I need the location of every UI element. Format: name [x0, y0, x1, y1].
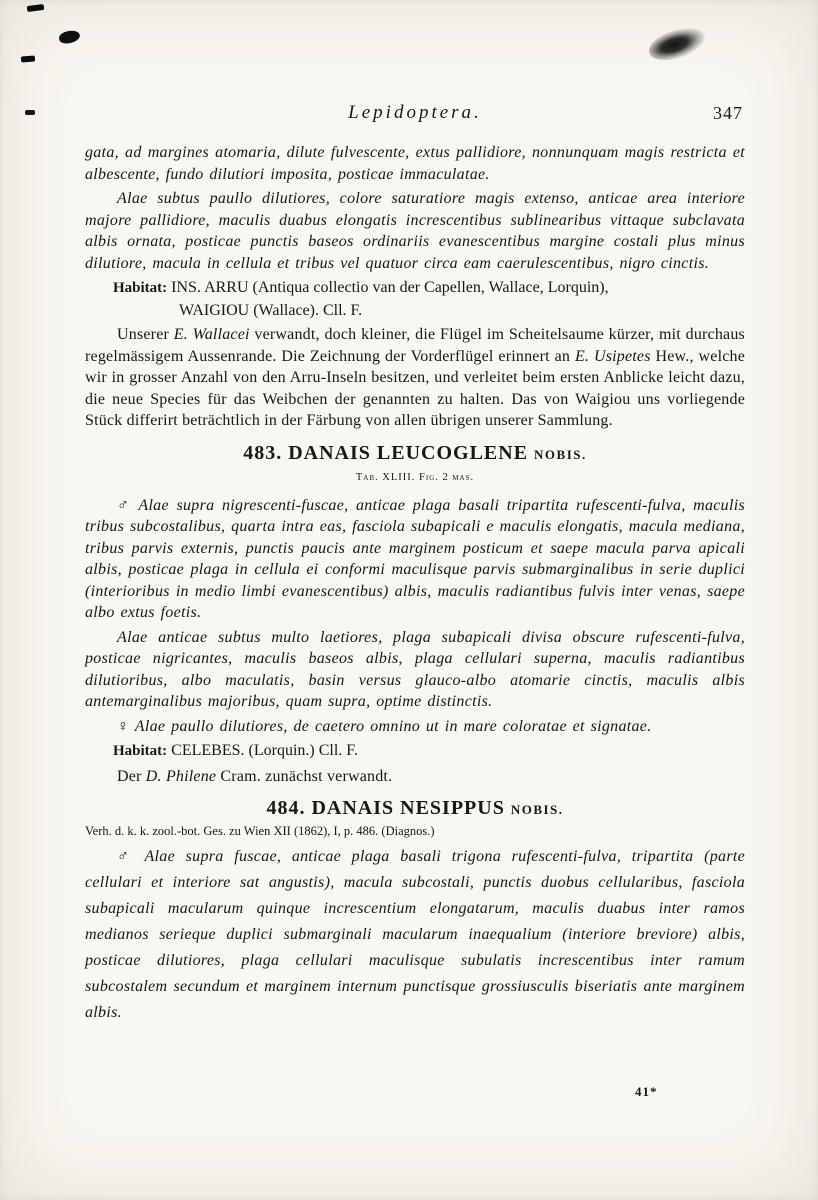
page-number: 347: [713, 103, 743, 123]
note-segment: Der: [117, 767, 146, 785]
discussion-segment: verwandt, doch kleiner, die Flügel im Scheitelsaume kürzer, mit durchaus regelmässigem Aussenrande. Die Zeichnung der Vorderflügel erinnert an: [85, 326, 745, 365]
species-number: 483.: [243, 441, 283, 464]
species-name: DANAIS LEUCOGLENE: [288, 441, 529, 464]
signature-mark: 41*: [635, 1084, 658, 1099]
species-author: NOBIS.: [510, 802, 564, 817]
habitat-label: Habitat:: [113, 280, 168, 296]
scan-artifact: [21, 56, 35, 63]
running-title: Lepidoptera.: [348, 102, 482, 123]
discussion-segment: Unserer: [117, 326, 174, 343]
habitat-entry: [113, 277, 745, 321]
paragraph-alae-subtus: Alae subtus paullo dilutiores, colore saturatiore magis extenso, anticae area interiore majore pallidiore, maculis duabus elongatis increscentibus sublinearibus vittaque subclavata albis ornata, posticae punctis baseos ordinariis evanescentibus margine costali plus minus dilutiore, macula in cellula et tribus vel quatuor circa eam caerulescentibus, nigro cinctis.: [85, 190, 745, 272]
literature-reference: Verh. d. k. k. zool.-bot. Ges. zu Wien XII (1862), I, p. 486. (Diagnos.): [85, 823, 435, 838]
note-segment: Cram. zunächst verwandt.: [216, 767, 393, 785]
habitat-label: Habitat:: [113, 743, 168, 759]
species-heading-483: [85, 443, 745, 466]
discussion-segment: Hew., welche wir in grosser Anzahl von den Arru-Inseln besitzen, und verleitet beim ersten Anblicke leicht dazu, die neue Species für das Weibchen der genannten zu halten. Das von Waigiou uns vorliegende Stück differirt beträchtlich in der Färbung von allen übrigen unserer Sammlung.: [85, 347, 746, 429]
habitat-line: [113, 740, 745, 763]
paragraph-note-483: [85, 766, 745, 788]
paragraph-discussion: [85, 324, 745, 432]
species-name-inline: E. Usipetes: [574, 347, 651, 365]
species-name-inline: E. Wallacei: [173, 326, 250, 343]
species-name-inline: D. Philene: [145, 767, 217, 785]
paragraph-female-483: ♀ Alae paullo dilutiores, de caetero omnino ut in mare coloratae et signatae.: [117, 717, 652, 735]
habitat-text: INS. ARRU (Antiqua collectio van der Capellen, Wallace, Lorquin),: [171, 279, 609, 296]
paragraph-male-484: ♂ Alae supra fuscae, anticae plaga basali trigona rufescenti-fulva, tripartita (parte cellulari et interiore sat angustis), macula subcostali, punctis duobus cellularibus, fasciola subapicali macularum quinque increscentium elongatarum, maculis duabus inter ramos medianos serieque duplici submarginali macularum inaequalium (interiore breviore) albis, posticae dilutiores, plaga cellulari maculisque subulatis increscentibus inter ramum subcostalem secundum et marginem internum punctisque grossiusculis biseriatis ante marginem albis.: [85, 847, 745, 1021]
paragraph-male-483: ♂ Alae supra nigrescenti-fuscae, anticae plaga basali tripartita rufescenti-fulva, maculis tribus subcostalibus, quarta intra eas, fasciola subapicali e maculis elongatis, macula mediana, tribus parvis externis, punctis paucis ante marginem posticum et saepe macula parva apicali albis, posticae plaga in cellula ei conformi maculisque parvis submarginalibus in serie duplici (interioribus in medio limbi evanescentibus) albis, maculis radiantibus fulvis inter venas, saepe albo extus foetis.: [85, 496, 745, 621]
species-author: NOBIS.: [534, 446, 587, 462]
paragraph-underside-483: Alae anticae subtus multo laetiores, plaga subapicali divisa obscure rufescenti-fulva, posticae nigricantes, maculis baseos albis, plaga cellulari superna, maculis radiantibus dilutioribus, albo maculatis, basin versus glauco-albo atomarie cinctis, maculis albis antemarginalibus majoribus, quam supra, optime distinctis.: [85, 628, 745, 710]
text-block: [85, 142, 745, 1026]
habitat-text: CELEBES. (Lorquin.) Cll. F.: [171, 742, 358, 759]
species-heading-484: [85, 798, 745, 821]
paragraph-continuation: gata, ad margines atomaria, dilute fulvescente, extus pallidiore, nonnunquam magis restricta et albescente, fundo dilutiori imposita, posticae immaculatae.: [85, 144, 745, 183]
species-name: DANAIS NESIPPUS: [311, 797, 505, 819]
plate-reference: Tab. XLIII. Fig. 2 mas.: [355, 472, 475, 483]
page-header: [85, 102, 745, 128]
scan-artifact: [25, 110, 35, 115]
habitat-line-2: WAIGIOU (Wallace). Cll. F.: [179, 301, 363, 319]
habitat-entry-483: [113, 740, 745, 763]
ink-smudge: [645, 22, 709, 67]
scan-artifact: [27, 4, 45, 12]
scan-artifact: [58, 29, 81, 46]
species-number: 484.: [266, 797, 306, 819]
habitat-line-1: [113, 277, 745, 300]
